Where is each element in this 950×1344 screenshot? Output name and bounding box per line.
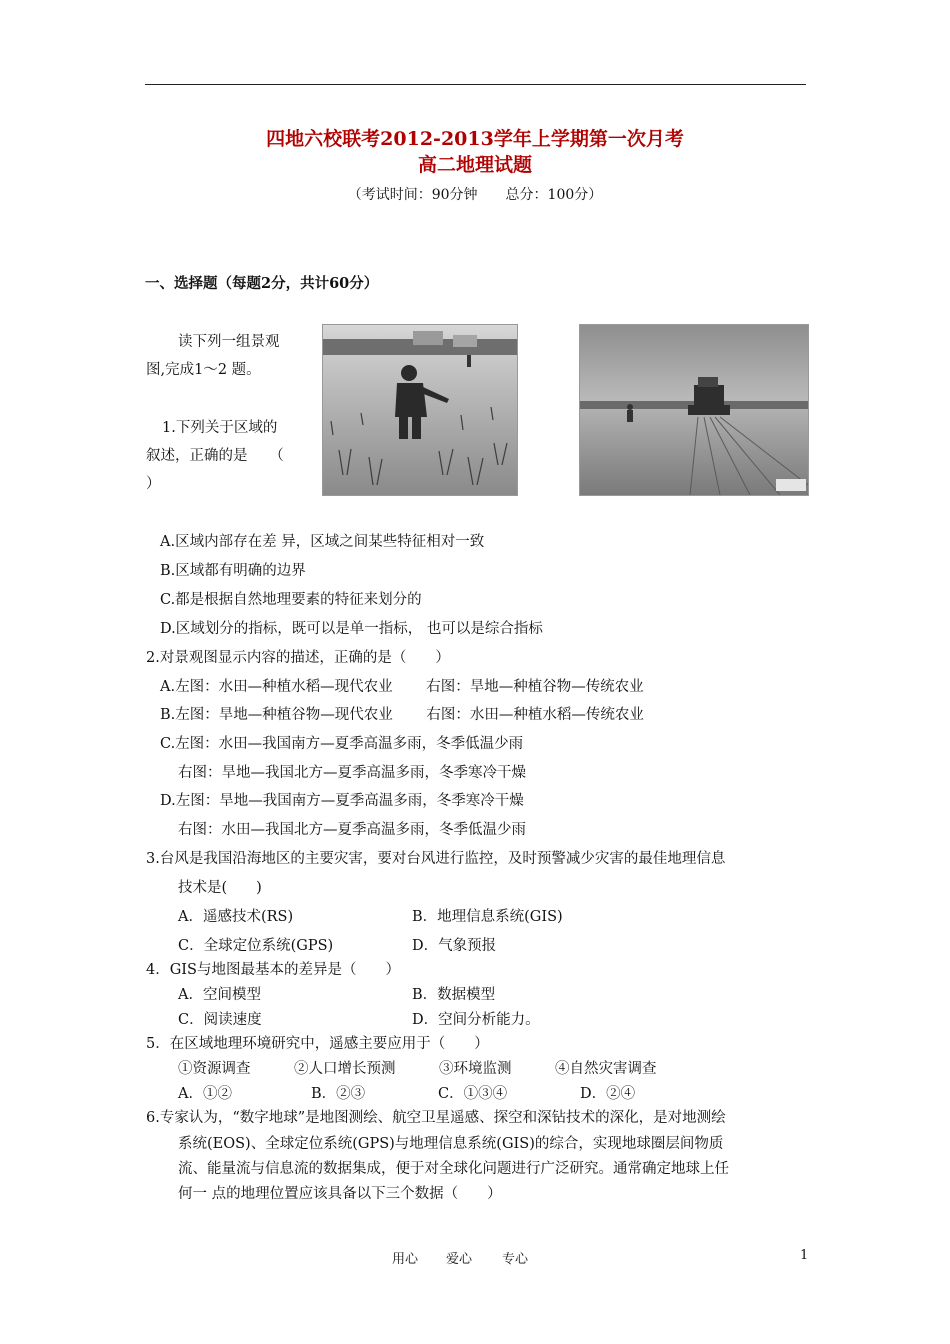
q5-option-a: A．①② bbox=[178, 1086, 232, 1102]
intro-line: 图,完成1～2 题。 bbox=[146, 362, 261, 378]
q3-option-c: C．全球定位系统(GPS) bbox=[178, 938, 334, 954]
q1-option-c: C.都是根据自然地理要素的特征来划分的 bbox=[160, 592, 422, 608]
q3-option-a: A．遥感技术(RS) bbox=[178, 909, 294, 925]
q2-option-c-cont: 右图：旱地—我国北方—夏季高温多雨，冬季寒冷干燥 bbox=[178, 765, 526, 781]
q5-stem: 5．在区域地理环境研究中，遥感主要应用于（ ） bbox=[146, 1036, 489, 1052]
q1-option-a: A.区域内部存在差 异，区域之间某些特征相对一致 bbox=[160, 534, 485, 550]
q2-option-c: C.左图：水田—我国南方—夏季高温多雨，冬季低温少雨 bbox=[160, 736, 524, 752]
q4-option-a: A．空间模型 bbox=[178, 987, 261, 1003]
footer-slogan: 爱心 bbox=[446, 1252, 473, 1267]
q6-text: 流、能量流与信息流的数据集成，便于对全球化问题进行广泛研究。通常确定地球上任 bbox=[178, 1161, 729, 1177]
q3-stem: 技术是( ) bbox=[178, 880, 262, 896]
q5-option-c: C．①③④ bbox=[438, 1086, 508, 1102]
q4-option-b: B．数据模型 bbox=[412, 987, 496, 1003]
q4-stem: 4．GIS与地图最基本的差异是（ ） bbox=[146, 962, 400, 978]
page-subtitle: 高二地理试题 bbox=[417, 154, 532, 176]
q6-text: 何一 点的地理位置应该具备以下三个数据（ ） bbox=[178, 1186, 502, 1202]
footer-slogan: 专心 bbox=[502, 1252, 529, 1267]
q2-option-d: D.左图：旱地—我国南方—夏季高温多雨，冬季寒冷干燥 bbox=[160, 793, 524, 809]
page-title: 四地六校联考2012-2013学年上学期第一次月考 bbox=[266, 128, 684, 150]
paddy-field-photo bbox=[322, 324, 518, 496]
q2-option-a: A.左图：水田—种植水稻—现代农业 右图：旱地—种植谷物—传统农业 bbox=[160, 679, 644, 695]
header-rule bbox=[145, 84, 806, 85]
section-heading: 一、选择题（每题2分，共计60分） bbox=[145, 275, 379, 292]
wheat-field-photo bbox=[579, 324, 809, 496]
page-number: 1 bbox=[800, 1248, 809, 1263]
q6-text: 系统(EOS)、全球定位系统(GPS)与地理信息系统(GIS)的综合，实现地球圈层间物质 bbox=[178, 1136, 724, 1152]
exam-meta: （考试时间：90分钟 总分：100分） bbox=[347, 187, 603, 203]
q3-stem: 3.台风是我国沿海地区的主要灾害，要对台风进行监控，及时预警减少灾害的最佳地理信息 bbox=[146, 851, 726, 867]
q5-option-d: D．②④ bbox=[580, 1086, 636, 1102]
q4-option-d: D．空间分析能力。 bbox=[412, 1012, 540, 1028]
q1-stem: ） bbox=[146, 476, 161, 492]
q1-option-d: D.区域划分的指标，既可以是单一指标， 也可以是综合指标 bbox=[160, 621, 543, 637]
q1-stem: 1.下列关于区域的 bbox=[162, 420, 278, 436]
q3-option-b: B．地理信息系统(GIS) bbox=[412, 909, 563, 925]
q1-option-b: B.区域都有明确的边界 bbox=[160, 563, 306, 579]
q5-items: ①资源调查 ②人口增长预测 ③环境监测 ④自然灾害调查 bbox=[178, 1061, 657, 1077]
intro-line: 读下列一组景观 bbox=[178, 334, 280, 350]
q2-stem: 2.对景观图显示内容的描述，正确的是（ ） bbox=[146, 650, 450, 666]
q4-option-c: C．阅读速度 bbox=[178, 1012, 262, 1028]
q3-option-d: D．气象预报 bbox=[412, 938, 497, 954]
q5-option-b: B．②③ bbox=[311, 1086, 366, 1102]
q2-option-d-cont: 右图：水田—我国北方—夏季高温多雨，冬季低温少雨 bbox=[178, 822, 526, 838]
q1-stem: 叙述，正确的是 （ bbox=[146, 448, 284, 464]
q6-text: 6.专家认为，“数字地球”是地图测绘、航空卫星遥感、探空和深钻技术的深化，是对地测绘 bbox=[146, 1110, 726, 1126]
footer-slogan: 用心 bbox=[392, 1252, 419, 1267]
q2-option-b: B.左图：旱地—种植谷物—现代农业 右图：水田—种植水稻—传统农业 bbox=[160, 707, 644, 723]
